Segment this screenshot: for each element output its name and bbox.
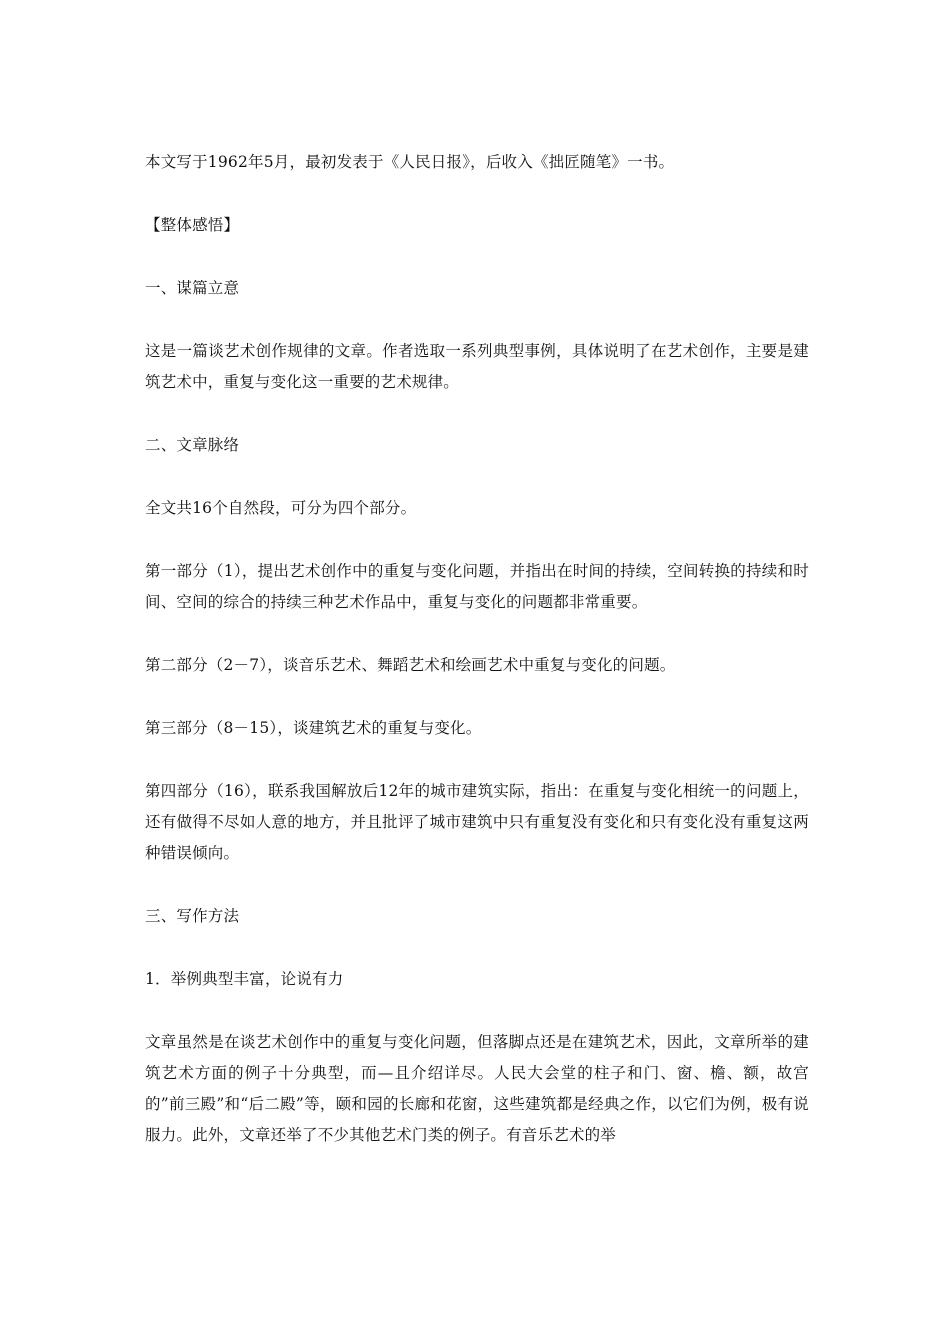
subheading-method-one: 1．举例典型丰富，论说有力 <box>145 970 344 988</box>
paragraph-part-four: 第四部分（16），联系我国解放后12年的城市建筑实际，指出：在重复与变化相统一的问题上，还有做得不尽如人意的地方，并且批评了城市建筑中只有重复没有变化和只有变化没有重复这两种错误倾向。 <box>145 782 809 862</box>
paragraph-part-two: 第二部分（2－7），谈音乐艺术、舞蹈艺术和绘画艺术中重复与变化的问题。 <box>145 656 676 674</box>
intro-paragraph: 本文写于1962年5月，最初发表于《人民日报》，后收入《拙匠随笔》一书。 <box>145 153 675 171</box>
paragraph-part-one: 第一部分（1），提出艺术创作中的重复与变化问题，并指出在时间的持续，空间转换的持续和时间、空间的综合的持续三种艺术作品中，重复与变化的问题都非常重要。 <box>145 562 809 611</box>
paragraph-theme: 这是一篇谈艺术创作规律的文章。作者选取一系列典型事例，具体说明了在艺术创作，主要是建筑艺术中，重复与变化这一重要的艺术规律。 <box>145 342 809 391</box>
document-body <box>145 147 809 1151</box>
subheading-writing-methods: 三、写作方法 <box>145 907 240 925</box>
paragraph-part-three: 第三部分（8－15），谈建筑艺术的重复与变化。 <box>145 719 482 737</box>
paragraph-structure-summary: 全文共16个自然段，可分为四个部分。 <box>145 499 417 517</box>
subheading-structure: 二、文章脉络 <box>145 436 240 454</box>
subheading-theme: 一、谋篇立意 <box>145 279 240 297</box>
section-heading-overall: 【整体感悟】 <box>145 216 240 234</box>
paragraph-method-one: 文章虽然是在谈艺术创作中的重复与变化问题，但落脚点还是在建筑艺术，因此，文章所举的建筑艺术方面的例子十分典型，而—且介绍详尽。人民大会堂的柱子和门、窗、檐、额，故宫的”前三殿”和“后二殿”等，颐和园的长廊和花窗，这些建筑都是经典之作，以它们为例，极有说服力。此外，文章还举了不少其他艺术门类的例子。有音乐艺术的举 <box>145 1033 809 1144</box>
